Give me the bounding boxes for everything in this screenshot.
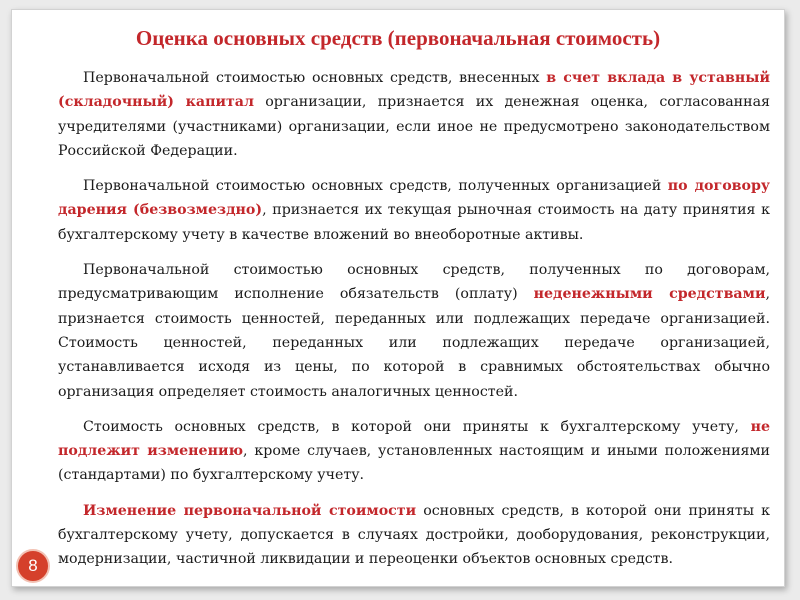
highlight-text: в счет вклада в уставный (складочный) капитал bbox=[58, 70, 771, 111]
paragraph-gift bbox=[58, 174, 770, 247]
slide-body bbox=[58, 66, 770, 583]
paragraph-change-cases bbox=[58, 499, 770, 572]
page-number-badge: 8 bbox=[16, 549, 50, 583]
paragraph-text: Первоначальной стоимостью основных средств, полученных организацией bbox=[83, 178, 668, 195]
paragraph-text: Стоимость основных средств, в которой они приняты к бухгалтерскому учету, bbox=[83, 418, 751, 435]
paragraph-no-change bbox=[58, 415, 770, 488]
slide bbox=[11, 9, 785, 587]
paragraph-contributed-capital bbox=[58, 66, 770, 163]
paragraph-non-monetary bbox=[58, 258, 770, 404]
paragraph-text: , признается стоимость ценностей, переданных или подлежащих передаче организацией. Стоимость ценностей, переданных или подлежащих передаче организацией, устанавливается исходя из цены, по которой в сравнимых обстоятельствах обычно организация определяет стоимость аналогичных ценностей. bbox=[58, 286, 770, 400]
paragraph-text: основных средств, в которой они приняты к бухгалтерскому учету, допускается в случаях достройки, дооборудования, реконструкции, модернизации, частичной ликвидации и переоценки объектов основных средств. bbox=[58, 502, 770, 568]
highlight-text: неденежными средствами bbox=[533, 286, 766, 303]
slide-title: Оценка основных средств (первоначальная стоимость) bbox=[135, 26, 661, 50]
highlight-text: не подлежит изменению bbox=[58, 418, 770, 460]
paragraph-text: организации, признается их денежная оценка, согласованная учредителями (участниками) организации, если иное не предусмотрено законодательством Российской Федерации. bbox=[58, 94, 770, 159]
highlight-text: по договору дарения (безвозмездно) bbox=[58, 178, 770, 219]
paragraph-text: Первоначальной стоимостью основных средств, полученных по договорам, предусматривающим исполнение обязательств (оплату) bbox=[58, 262, 770, 303]
paragraph-text: , кроме случаев, установленных настоящим и иными положениями (стандартами) по бухгалтерскому учету. bbox=[58, 443, 770, 484]
paragraph-text: , признается их текущая рыночная стоимость на дату принятия к бухгалтерскому учету в качестве вложений во внеоборотные активы. bbox=[58, 202, 770, 243]
highlight-text: Изменение первоначальной стоимости bbox=[83, 502, 417, 519]
paragraph-text: Первоначальной стоимостью основных средств, внесенных bbox=[83, 70, 547, 86]
